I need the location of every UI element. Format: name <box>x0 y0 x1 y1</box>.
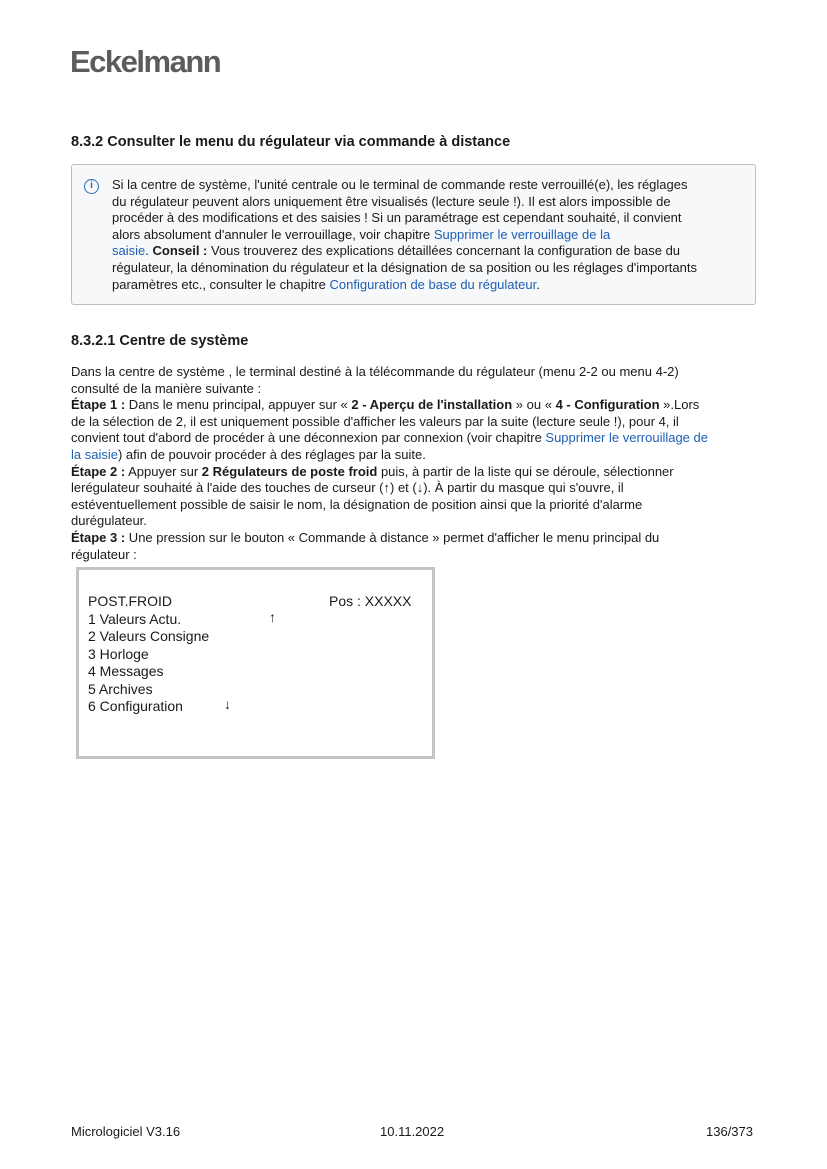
para: puis, à partir de la liste qui se déroule, sélectionner <box>377 463 674 479</box>
info-line: alors absolument d'annuler le verrouillage, voir chapitre <box>112 226 434 242</box>
screen-item: 6 Configuration <box>88 698 183 714</box>
info-box <box>71 164 756 305</box>
para: Dans le menu principal, appuyer sur « <box>125 397 352 413</box>
para: Une pression sur le bouton « Commande à distance » permet d'afficher le menu principal du <box>125 529 660 545</box>
controller-screen <box>76 567 435 759</box>
para: ».Lors <box>659 397 700 413</box>
footer-date: 10.11.2022 <box>380 1124 445 1139</box>
screen-title: POST.FROID <box>88 593 173 609</box>
step1-label: Étape 1 : <box>71 397 126 413</box>
info-line: paramètres etc., consulter le chapitre <box>112 276 330 292</box>
para: durégulateur. <box>71 513 147 529</box>
para: régulateur : <box>71 546 137 562</box>
screen-item: 2 Valeurs Consigne <box>88 628 210 644</box>
para: ) afin de pouvoir procéder à des réglages par la suite. <box>117 446 426 462</box>
conseil-label: Conseil : <box>152 243 208 259</box>
info-line: Vous trouverez des explications détaillées concernant la configuration de base du <box>207 243 681 259</box>
menu-ref: 2 - Aperçu de l'installation <box>351 397 513 413</box>
step2-label: Étape 2 : <box>71 463 126 479</box>
info-text: . <box>536 276 540 292</box>
info-line: du régulateur peuvent alors uniquement être visualisés (lecture seule !). Il est alors impossible de <box>112 193 671 209</box>
para: Dans la centre de système , le terminal destiné à la télécommande du régulateur (menu 2-2 ou menu 4-2) <box>71 364 679 379</box>
footer-page: 136/373 <box>706 1124 753 1139</box>
para: Appuyer sur <box>125 463 202 479</box>
section-title: 8.3.2 Consulter le menu du régulateur via commande à distance <box>71 134 511 150</box>
info-icon: i <box>84 179 99 194</box>
body-text <box>71 364 761 563</box>
screen-item: 1 Valeurs Actu. <box>88 611 182 627</box>
screen-item: 5 Archives <box>88 681 153 697</box>
info-text <box>112 177 697 293</box>
eckelmann-logo: Eckelmann <box>70 44 221 79</box>
info-line: Si la centre de système, l'unité centrale ou le terminal de commande reste verrouillé(e), les réglages <box>112 177 688 192</box>
link-supprimer-verrouillage[interactable]: Supprimer le verrouillage de <box>545 430 708 446</box>
link-supprimer-verrouillage[interactable]: la saisie <box>71 446 118 462</box>
screen-item: 3 Horloge <box>88 646 149 662</box>
info-line: procéder à des modifications et des saisies ! Si un paramétrage est cependant souhaité, il convient <box>112 210 682 226</box>
arrow-up-icon: ↑ <box>269 609 276 625</box>
para: estéventuellement possible de saisir le nom, la désignation de position ainsi que la priorité d'alarme <box>71 496 643 512</box>
link-supprimer-verrouillage[interactable]: Supprimer le verrouillage de la <box>433 226 611 242</box>
menu-ref: 2 Régulateurs de poste froid <box>201 463 378 479</box>
menu-ref: 4 - Configuration <box>555 397 660 413</box>
screen-pos: Pos : XXXXX <box>329 593 412 609</box>
info-text: . <box>145 243 153 259</box>
para: lerégulateur souhaité à l'aide des touches de curseur (↑) et (↓). À partir du masque qui s'ouvre, il <box>71 480 624 496</box>
link-configuration-base[interactable]: Configuration de base du régulateur <box>329 276 537 292</box>
para: consulté de la manière suivante : <box>71 380 262 396</box>
screen-item: 4 Messages <box>88 663 164 679</box>
step3-label: Étape 3 : <box>71 529 126 545</box>
para: » ou « <box>512 397 556 413</box>
para: de la sélection de 2, il est uniquement possible d'afficher les valeurs par la suite (lecture seule !), pour 4, il <box>71 413 679 429</box>
info-line: régulateur, la dénomination du régulateur et la désignation de sa position ou les réglages d'importants <box>112 259 697 275</box>
arrow-down-icon: ↓ <box>224 696 231 712</box>
footer-version: Micrologiciel V3.16 <box>71 1124 181 1139</box>
subsection-title: 8.3.2.1 Centre de système <box>71 333 249 349</box>
link-supprimer-verrouillage[interactable]: saisie <box>112 243 146 259</box>
para: convient tout d'abord de procéder à une déconnexion par connexion (voir chapitre <box>71 430 546 446</box>
